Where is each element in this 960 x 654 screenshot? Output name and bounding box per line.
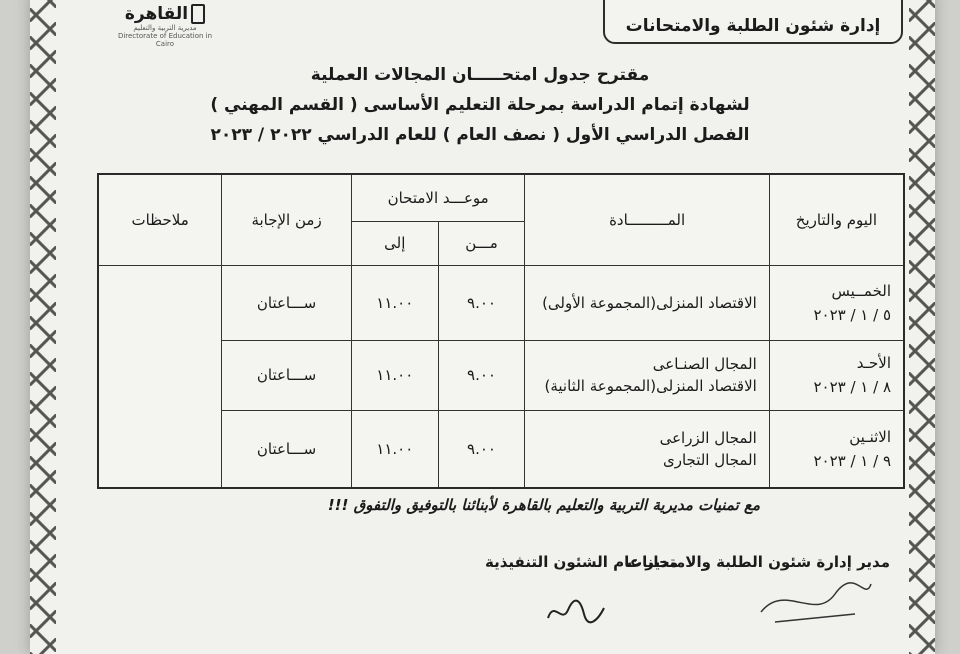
department-title: إدارة شئون الطلبة والامتحانات <box>625 16 881 36</box>
subject-line-1: المجال الصنـاعى <box>652 355 757 374</box>
from-time: ٩.٠٠ <box>438 340 525 410</box>
logo-icon <box>191 4 205 24</box>
logo-subtitle-ar: مديرية التربية والتعليم <box>133 24 197 32</box>
title-line-3: الفصل الدراسي الأول ( نصف العام ) للعام الدراسي ٢٠٢٢ / ٢٠٢٣ <box>210 125 750 145</box>
exam-date: ٥ / ١ / ٢٠٢٣ <box>813 305 891 324</box>
title-line-2: لشهادة إتمام الدراسة بمرحلة التعليم الأساسى ( القسم المهني ) <box>210 95 750 115</box>
subject-line-1: المجال الزراعى <box>659 428 757 447</box>
closing-wish: مع تمنيات مديرية التربية والتعليم بالقاهرة لأبنائنا بالتوفيق والتفوق !!! <box>327 496 760 514</box>
table-header-row <box>98 174 904 221</box>
duration-cell: ســـاعتان <box>222 266 352 340</box>
day-name: الاثنـين <box>849 427 891 446</box>
from-time: ٩.٠٠ <box>438 410 525 488</box>
signature-1-scribble <box>755 572 875 632</box>
to-time: ١١.٠٠ <box>351 410 438 488</box>
header-day-date: اليوم والتاريخ <box>769 174 904 266</box>
header-exam-time: موعـــد الامتحان <box>351 174 525 221</box>
day-date-cell <box>769 410 904 488</box>
to-time: ١١.٠٠ <box>351 266 438 340</box>
header-to: إلى <box>351 221 438 265</box>
subject-line-2: المجال التجارى <box>662 450 757 469</box>
subject-line-1: الاقتصاد المنزلى(المجموعة الأولى) <box>542 293 757 312</box>
left-border-decoration <box>30 0 56 654</box>
header-from: مـــن <box>438 221 525 265</box>
notes-cell <box>98 266 222 488</box>
table-row <box>98 266 904 340</box>
subject-cell <box>525 266 769 340</box>
directorate-logo <box>110 4 220 48</box>
day-name: الأحـد <box>856 354 891 373</box>
to-time: ١١.٠٠ <box>351 340 438 410</box>
logo-subtitle-en: Directorate of Education in Cairo <box>117 32 213 48</box>
day-date-cell <box>769 266 904 340</box>
subject-line-2: الاقتصاد المنزلى(المجموعة الثانية) <box>544 377 757 396</box>
header-notes: ملاحظات <box>98 174 222 266</box>
from-time: ٩.٠٠ <box>438 266 525 340</box>
exam-schedule-table <box>97 173 905 489</box>
subject-cell <box>525 410 769 488</box>
duration-cell: ســـاعتان <box>222 410 352 488</box>
signature-2-scribble <box>540 590 620 630</box>
exam-date: ٨ / ١ / ٢٠٢٣ <box>813 378 891 397</box>
header-subject: المـــــــــادة <box>525 174 769 266</box>
signer-1-title: مدير إدارة شئون الطلبة والامتحانات <box>627 553 890 571</box>
department-header-box <box>603 0 903 44</box>
header-duration: زمن الإجابة <box>222 174 352 266</box>
exam-date: ٩ / ١ / ٢٠٢٣ <box>813 451 891 470</box>
duration-cell: ســـاعتان <box>222 340 352 410</box>
title-line-1: مقترح جدول امتحـــــان المجالات العملية <box>310 65 650 85</box>
logo-text: القاهرة <box>124 4 189 24</box>
right-border-decoration <box>909 0 935 654</box>
day-name: الخمــيس <box>831 281 891 300</box>
signer-2-title: مدير عام الشئون التنفيذية <box>485 553 679 571</box>
day-date-cell <box>769 340 904 410</box>
subject-cell <box>525 340 769 410</box>
document-titles <box>120 60 840 150</box>
